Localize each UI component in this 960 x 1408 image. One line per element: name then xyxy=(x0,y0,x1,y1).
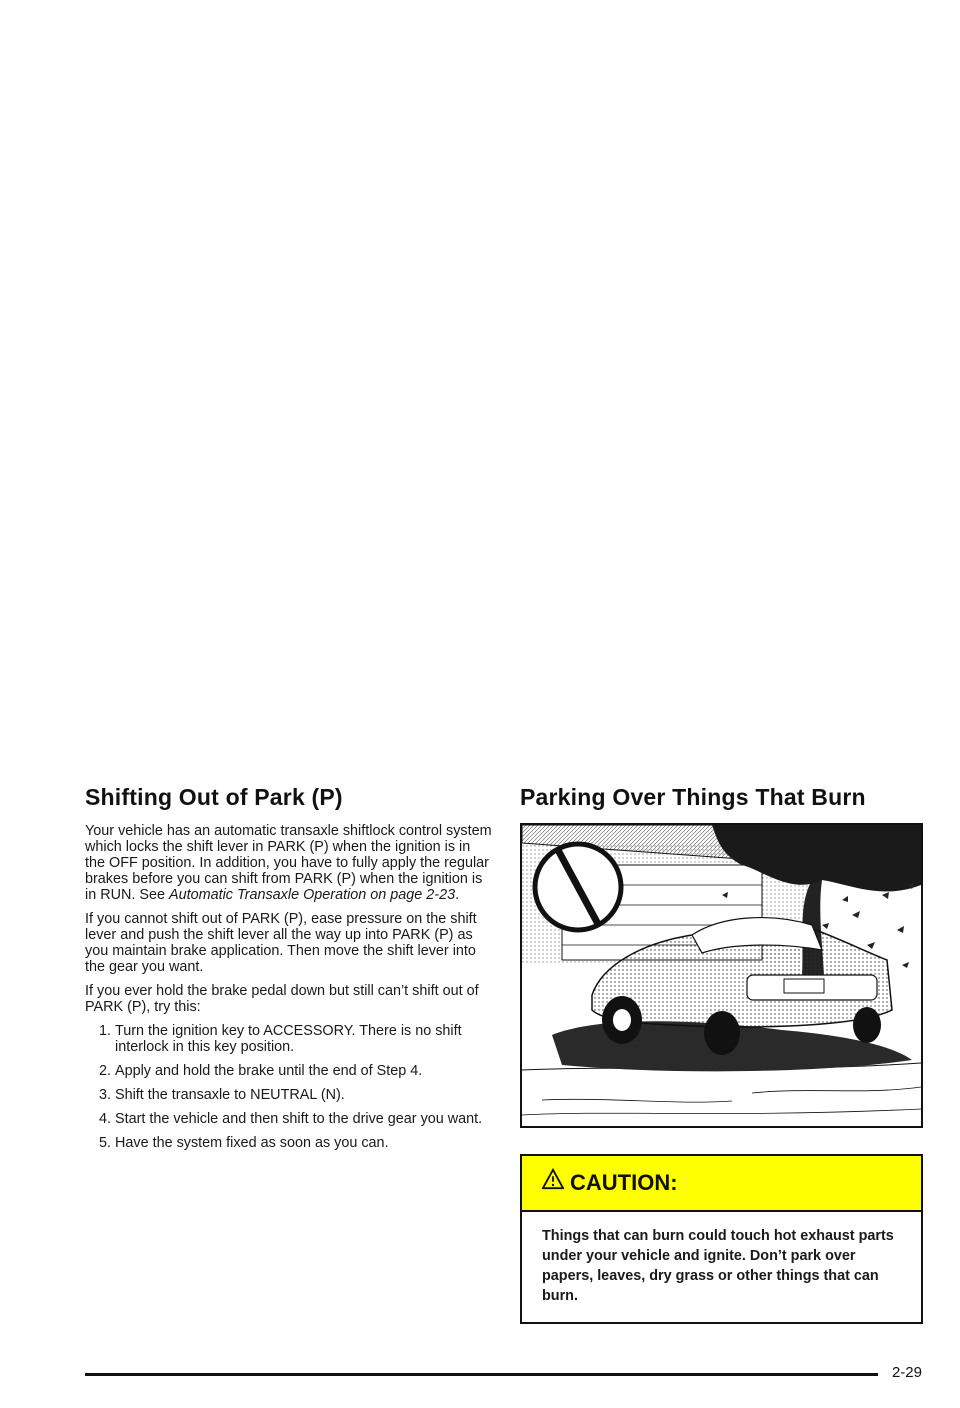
footer-rule xyxy=(85,1373,878,1376)
section-heading: Parking Over Things That Burn xyxy=(520,784,866,810)
caution-header xyxy=(522,1156,921,1212)
car-parked-on-leaves-illustration xyxy=(520,823,923,1128)
section-heading: Shifting Out of Park (P) xyxy=(85,784,343,810)
caution-text: Things that can burn could touch hot exhaust parts under your vehicle and ignite. Don’t park over papers, leaves, dry grass or other things that can burn. xyxy=(542,1228,894,1304)
warning-triangle-icon xyxy=(542,1168,564,1190)
step-item: 3. Shift the transaxle to NEUTRAL (N). xyxy=(99,1087,345,1103)
section-parking-over-things-that-burn xyxy=(520,784,923,1324)
cross-reference-link[interactable]: Automatic Transaxle Operation on page 2-23 xyxy=(168,887,456,903)
steps-list xyxy=(85,1023,493,1151)
caution-box xyxy=(520,1154,923,1324)
section-shifting-out-of-park xyxy=(85,784,493,1159)
step-item: 5. Have the system fixed as soon as you can. xyxy=(99,1135,389,1151)
step-item: 1. Turn the ignition key to ACCESSORY. There is no shift interlock in this key position. xyxy=(99,1023,462,1055)
paragraph-shiftlock: Your vehicle has an automatic transaxle shiftlock control system which locks the shift lever in PARK (P) when the ignition is in the OFF position. In addition, you have to fully apply the regular brakes before you can shift from PARK (P) when the ignition is in RUN. See Automatic Transaxle Operation on page 2-23. xyxy=(85,823,492,903)
paragraph-try-this: If you ever hold the brake pedal down but still can’t shift out of PARK (P), try this: xyxy=(85,983,479,1015)
page-number: 2-29 xyxy=(891,1364,922,1381)
step-item: 2. Apply and hold the brake until the end of Step 4. xyxy=(99,1063,423,1079)
step-item: 4. Start the vehicle and then shift to the drive gear you want. xyxy=(99,1111,483,1127)
caution-title: CAUTION: xyxy=(570,1170,678,1195)
no-parking-prohibition-icon xyxy=(535,844,621,930)
paragraph-ease-pressure: If you cannot shift out of PARK (P), ease pressure on the shift lever and push the shift lever all the way up into PARK (P) as you maintain brake application. Then move the shift lever into the gear you want. xyxy=(85,911,477,975)
